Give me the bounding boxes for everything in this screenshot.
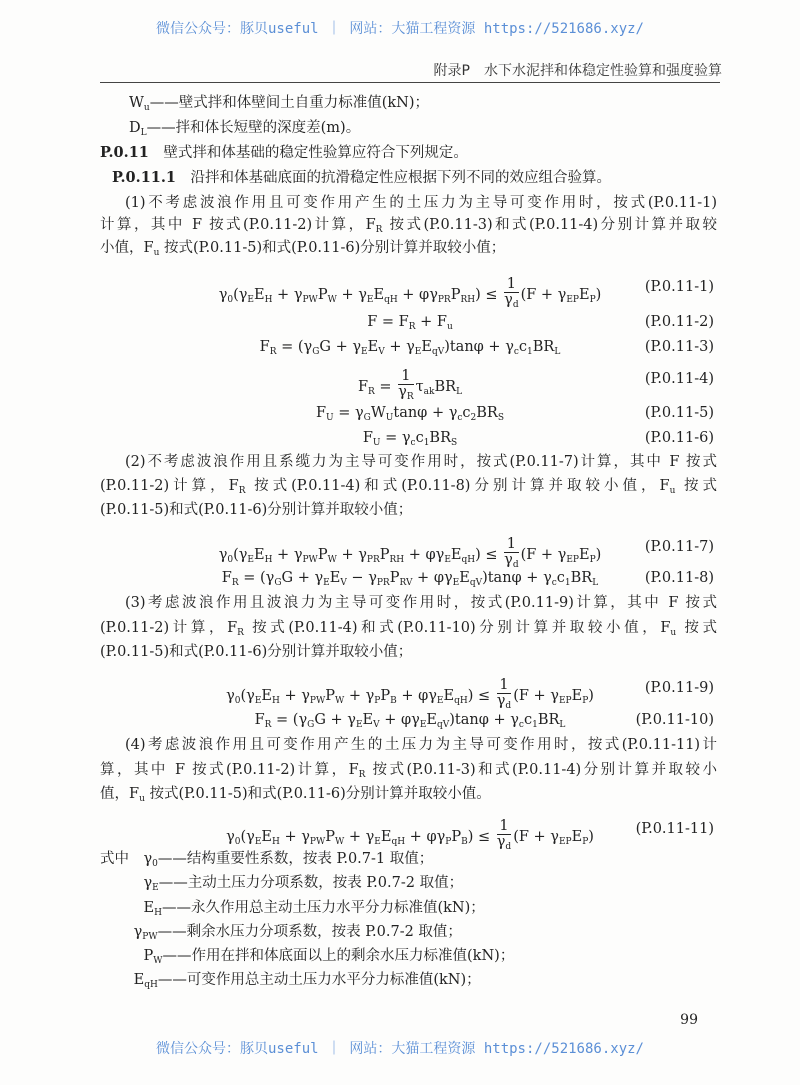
equation-number: (P.0.11-6)	[644, 430, 714, 446]
equation-number: (P.0.11-5)	[644, 405, 714, 421]
def-symbol: $W_u$	[100, 95, 150, 113]
equation-formula: $\gamma_0(\gamma_EE_H + \gamma_{PW}P_W + \gamma_PP_B + \varphi\gamma_EE_{qH})$ ≤ $\frac{1}{\gamma_d}$ $(F + \gamma_{EP}E_P)$	[226, 677, 594, 711]
equation-formula: $\gamma_0(\gamma_EE_H + \gamma_{PW}P_W + \gamma_{PR}P_{RH} + \varphi\gamma_EE_{qH})$ ≤ $\frac{1}{\gamma_d}$ $(F + \gamma_{EP}E_P)$	[218, 536, 602, 570]
equation-number: (P.0.11-9)	[644, 680, 714, 696]
where-item: $E_{qH}——$可变作用总主动土压力水平分力标准值(kN)；	[100, 972, 481, 990]
where-item: $E_H——$永久作用总主动土压力水平分力标准值(kN)；	[100, 900, 485, 918]
def-text: ——拌和体长短壁的深度差(m)。	[146, 120, 361, 136]
clause-heading	[100, 143, 468, 163]
equation-formula: $F_U = \gamma_GW_U\tan\varphi + \gamma_cc_2BR_S$	[315, 405, 505, 423]
equation-formula: $F_U = \gamma_cc_1BR_S$	[362, 430, 458, 448]
header-rule	[100, 82, 720, 83]
equation-formula: $F = F_R + F_u$	[367, 314, 453, 332]
equation-formula: $\gamma_0(\gamma_EE_H + \gamma_{PW}P_W + \gamma_EE_{qH} + \varphi\gamma_PP_B)$ ≤ $\frac{1}{\gamma_d}$ $(F + \gamma_{EP}E_P)$	[226, 818, 594, 852]
para2-line: (P.0.11-2)计算，$F_R$ 按式(P.0.11-4)和式(P.0.11-8)分别计算并取较小值，$F_u$ 按式	[100, 478, 717, 496]
equation-number: (P.0.11-7)	[644, 539, 714, 555]
para3-line: (P.0.11-2)计算，$F_R$ 按式(P.0.11-4)和式(P.0.11-10)分别计算并取较小值，$F_u$ 按式	[100, 620, 718, 638]
equation-number: (P.0.11-10)	[635, 712, 714, 728]
para3-line: (3)考虑波浪作用且波浪力为主导可变作用时，按式(P.0.11-9)计算，其中 F 按式	[125, 595, 717, 611]
running-header: 附录P 水下水泥拌和体稳定性验算和强度验算	[433, 63, 722, 79]
def-wu	[100, 93, 429, 118]
page-number: 99	[680, 1012, 698, 1028]
where-item: 式中 $\gamma_0——$结构重要性系数，按表 P.0.7-1 取值；	[100, 851, 434, 869]
clause-text: 壁式拌和体基础的稳定性验算应符合下列规定。	[148, 145, 468, 161]
para2-line: (P.0.11-5)和式(P.0.11-6)分别计算并取较小值；	[100, 502, 413, 518]
equation-formula: $\gamma_0(\gamma_EE_H + \gamma_{PW}P_W + \gamma_EE_{qH} + \varphi\gamma_{PR}P_{RH})$ ≤ $\frac{1}{\gamma_d}$ $(F + \gamma_{EP}E_P)$	[218, 276, 602, 310]
para3-line: (P.0.11-5)和式(P.0.11-6)分别计算并取较小值；	[100, 644, 413, 660]
clause-number: P.0.11	[100, 144, 149, 161]
para4-line: (4)考虑波浪作用且可变作用产生的土压力为主导可变作用时，按式(P.0.11-11)计	[125, 737, 717, 753]
equation-number: (P.0.11-3)	[644, 339, 714, 355]
def-dl	[100, 118, 360, 143]
subclause-heading	[112, 168, 611, 188]
equation-number: (P.0.11-4)	[644, 371, 714, 387]
watermark-top: 微信公众号：豚贝useful ｜ 网站：大猫工程资源 https://521686.xyz/	[155, 21, 644, 37]
where-item: $\gamma_E——$主动土压力分项系数，按表 P.0.7-2 取值；	[100, 875, 464, 893]
para1-line: (1)不考虑波浪作用且可变作用产生的土压力为主导可变作用时，按式(P.0.11-1)	[125, 195, 717, 211]
para2-line: (2)不考虑波浪作用且系缆力为主导可变作用时，按式(P.0.11-7)计算，其中 F 按式	[125, 454, 717, 470]
equation-formula: $F_R = (\gamma_GG + \gamma_EE_V - \gamma_{PR}P_{RV} + \varphi\gamma_EE_{qV})\tan\varphi + \gamma_cc_1BR_L$	[221, 570, 599, 588]
where-item: $\gamma_{PW}——$剩余水压力分项系数，按表 P.0.7-2 取值；	[100, 924, 462, 942]
equation-formula: $F_R = (\gamma_GG + \gamma_EE_V + \gamma_EE_{qV})\tan\varphi + \gamma_cc_1BR_L$	[259, 339, 561, 357]
para4-line: 值，$F_u$ 按式(P.0.11-5)和式(P.0.11-6)分别计算并取较小值。	[100, 786, 491, 804]
where-item: $P_W——$作用在拌和体底面以上的剩余水压力标准值(kN)；	[100, 948, 515, 966]
equation-number: (P.0.11-8)	[644, 570, 714, 586]
para1-line: 计算，其中 F 按式(P.0.11-2)计算，$F_R$ 按式(P.0.11-3)和式(P.0.11-4)分别计算并取较	[100, 217, 717, 235]
para4-line: 算，其中 F 按式(P.0.11-2)计算，$F_R$ 按式(P.0.11-3)和式(P.0.11-4)分别计算并取较小	[100, 762, 717, 780]
equation-number: (P.0.11-2)	[644, 314, 714, 330]
equation-formula: $F_R$ = $\frac{1}{\gamma_R}$ $\tau_{ak}BR_L$	[357, 368, 463, 402]
def-symbol: $D_L$	[100, 120, 147, 138]
def-text: ——壁式拌和体壁间土自重力标准值(kN)；	[149, 95, 429, 111]
equation-number: (P.0.11-1)	[644, 279, 714, 295]
subclause-number: P.0.11.1	[112, 169, 177, 186]
equation-formula: $F_R = (\gamma_GG + \gamma_EE_V + \varphi\gamma_EE_{qV})\tan\varphi + \gamma_cc_1BR_L$	[254, 712, 566, 730]
para1-line: 小值，$F_u$ 按式(P.0.11-5)和式(P.0.11-6)分别计算并取较小值；	[100, 240, 506, 258]
watermark-bottom: 微信公众号：豚贝useful ｜ 网站：大猫工程资源 https://521686.xyz/	[155, 1041, 644, 1057]
subclause-text: 沿拌和体基础底面的抗滑稳定性应根据下列不同的效应组合验算。	[176, 170, 612, 186]
equation-number: (P.0.11-11)	[635, 821, 714, 837]
